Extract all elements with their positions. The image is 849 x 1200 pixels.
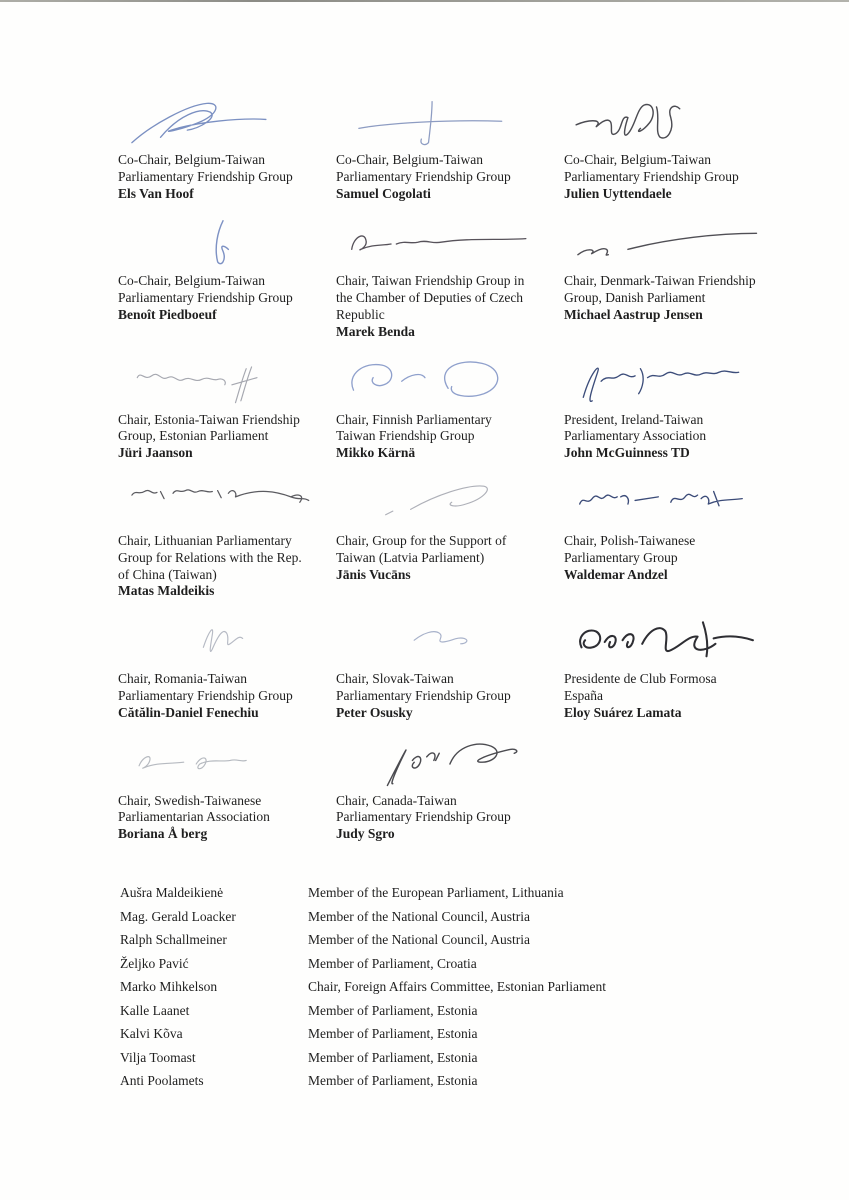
signer-title-line: Chair, Romania-Taiwan xyxy=(118,671,247,687)
member-name: Kalle Laanet xyxy=(120,1002,190,1018)
signer-title xyxy=(336,273,550,323)
signer-title-line: Presidente de Club Formosa xyxy=(564,671,717,687)
signature-j-nis-vuc-ns-icon xyxy=(336,479,550,529)
signature-boriana-berg-icon xyxy=(118,739,322,789)
signer-title-line: Parliamentary Friendship Group xyxy=(336,168,511,184)
signature-block-j-nis-vuc-ns xyxy=(336,479,564,600)
signer-title xyxy=(564,671,776,705)
signer-name: Waldemar Andzel xyxy=(564,566,668,582)
signer-title xyxy=(336,793,550,827)
signer-title-line: España xyxy=(564,687,603,703)
signature-beno-t-piedboeuf-icon xyxy=(118,219,322,269)
signature-block-samuel-cogolati xyxy=(336,98,564,202)
member-role: Member of the National Council, Austria xyxy=(308,908,530,924)
member-name: Ralph Schallmeiner xyxy=(120,932,227,947)
signer-title-line: Group, Estonian Parliament xyxy=(118,428,269,444)
signer-name: Michael Aastrup Jensen xyxy=(564,306,703,322)
signer-title xyxy=(564,152,776,186)
signer-title-line: Chair, Polish-Taiwanese xyxy=(564,532,696,548)
signer-name: Cătălin-Daniel Fenechiu xyxy=(118,704,259,720)
signer-title-line: Parliamentary Friendship Group xyxy=(118,687,293,703)
signer-title xyxy=(336,671,550,705)
signer-title-line: Co-Chair, Belgium-Taiwan xyxy=(118,152,265,167)
signer-title-line: Chair, Canada-Taiwan xyxy=(336,792,457,808)
signer-name: Marek Benda xyxy=(336,323,415,339)
signer-title-line: Chair, Slovak-Taiwan xyxy=(336,671,454,687)
signer-title xyxy=(118,671,322,705)
signer-name: Eloy Suárez Lamata xyxy=(564,704,682,720)
signature-peter-osusky-icon xyxy=(336,617,550,667)
signer-name: Judy Sgro xyxy=(336,826,395,842)
signer-name: Peter Osusky xyxy=(336,704,413,720)
signature-block-michael-aastrup-jensen xyxy=(564,219,790,340)
signer-title-line: the Chamber of Deputies of Czech xyxy=(336,290,524,306)
signer-name: John McGuinness TD xyxy=(564,445,690,461)
signer-name: Benoît Piedboeuf xyxy=(118,306,217,322)
signer-title xyxy=(564,533,776,567)
signature-waldemar-andzel-icon xyxy=(564,479,776,529)
signer-title xyxy=(564,412,776,446)
signer-title-line: Parliamentary Association xyxy=(564,428,707,444)
signature-grid xyxy=(118,98,798,843)
signature-judy-sgro-icon xyxy=(336,739,550,789)
signer-title-line: Parliamentary Friendship Group xyxy=(336,809,511,825)
member-role: Member of Parliament, Estonia xyxy=(308,1026,478,1041)
signature-samuel-cogolati-icon xyxy=(336,98,550,148)
signer-title-line: President, Ireland-Taiwan xyxy=(564,411,704,427)
signer-title xyxy=(118,533,322,583)
signer-name: Jānis Vucāns xyxy=(336,566,411,582)
signer-title-line: of China (Taiwan) xyxy=(118,566,217,582)
signer-title xyxy=(118,412,322,446)
member-role: Member of Parliament, Croatia xyxy=(308,955,477,971)
signer-title-line: Group, Danish Parliament xyxy=(564,290,706,306)
signer-title xyxy=(336,533,550,567)
signer-title xyxy=(564,273,776,307)
signature-block-john-mcguinness-td xyxy=(564,358,790,462)
signature-block-eloy-su-rez-lamata xyxy=(564,617,790,721)
signer-title-line: Parliamentary Friendship Group xyxy=(118,290,293,306)
member-name: Kalvi Kõva xyxy=(120,1026,183,1041)
signature-block-peter-osusky xyxy=(336,617,564,721)
signature-block-beno-t-piedboeuf xyxy=(118,219,336,340)
signer-title-line: Chair, Taiwan Friendship Group in xyxy=(336,273,525,289)
signature-michael-aastrup-jensen-icon xyxy=(564,219,776,269)
member-role: Member of the European Parliament, Lithuania xyxy=(308,885,564,900)
signature-block-matas-maldeikis xyxy=(118,479,336,600)
signer-title-line: Parliamentary Friendship Group xyxy=(336,687,511,703)
signature-eloy-su-rez-lamata-icon xyxy=(564,617,776,667)
signer-title-line: Chair, Denmark-Taiwan Friendship xyxy=(564,273,756,289)
signer-title xyxy=(118,273,322,307)
signature-block-els-van-hoof xyxy=(118,98,336,202)
signer-title-line: Co-Chair, Belgium-Taiwan xyxy=(336,152,483,167)
signer-name: Boriana Å berg xyxy=(118,826,208,842)
signature-block-judy-sgro xyxy=(336,739,564,843)
scan-edge-line xyxy=(0,0,849,2)
member-name: Željko Pavić xyxy=(120,955,189,971)
member-role: Member of Parliament, Estonia xyxy=(308,1073,478,1088)
member-role: Member of Parliament, Estonia xyxy=(308,1049,478,1065)
signer-name: Matas Maldeikis xyxy=(118,583,215,599)
members-list xyxy=(120,884,740,1089)
signature-mikko-k-rn-icon xyxy=(336,358,550,408)
signer-title-line: Chair, Finnish Parliamentary xyxy=(336,411,492,427)
signature-els-van-hoof-icon xyxy=(118,98,322,148)
member-name: Vilja Toomast xyxy=(120,1049,196,1065)
member-role: Chair, Foreign Affairs Committee, Estonian Parliament xyxy=(308,979,607,994)
signer-title-line: Republic xyxy=(336,306,385,322)
signer-title-line: Parliamentarian Association xyxy=(118,809,270,825)
signer-title-line: Chair, Lithuanian Parliamentary xyxy=(118,532,292,548)
signer-title xyxy=(118,793,322,827)
signer-title-line: Taiwan Friendship Group xyxy=(336,428,475,444)
signature-marek-benda-icon xyxy=(336,219,550,269)
member-role: Member of Parliament, Estonia xyxy=(308,1002,478,1018)
signature-block-c-t-lin-daniel-fenechiu xyxy=(118,617,336,721)
signer-name: Julien Uyttendaele xyxy=(564,185,672,201)
signer-title-line: Co-Chair, Belgium-Taiwan xyxy=(564,152,711,167)
signer-title-line: Chair, Estonia-Taiwan Friendship xyxy=(118,411,300,427)
signer-name: Jüri Jaanson xyxy=(118,445,193,461)
signer-title-line: Parliamentary Group xyxy=(564,549,678,565)
member-role: Member of the National Council, Austria xyxy=(308,932,530,947)
signer-title-line: Taiwan (Latvia Parliament) xyxy=(336,549,485,565)
signature-matas-maldeikis-icon xyxy=(118,479,322,529)
signer-title xyxy=(118,152,322,186)
signature-block-mikko-k-rn xyxy=(336,358,564,462)
signer-title-line: Parliamentary Friendship Group xyxy=(564,168,739,184)
signature-julien-uyttendaele-icon xyxy=(564,98,776,148)
signature-block-waldemar-andzel xyxy=(564,479,790,600)
signer-title-line: Chair, Swedish-Taiwanese xyxy=(118,792,262,808)
member-name: Aušra Maldeikienė xyxy=(120,885,224,900)
signer-title-line: Chair, Group for the Support of xyxy=(336,532,507,548)
signer-title xyxy=(336,412,550,446)
signature-block-julien-uyttendaele xyxy=(564,98,790,202)
signer-name: Els Van Hoof xyxy=(118,185,194,201)
signature-c-t-lin-daniel-fenechiu-icon xyxy=(118,617,322,667)
member-name: Mag. Gerald Loacker xyxy=(120,908,236,924)
signer-name: Mikko Kärnä xyxy=(336,445,416,461)
signer-title-line: Co-Chair, Belgium-Taiwan xyxy=(118,273,265,289)
signature-block-boriana-berg xyxy=(118,739,336,843)
signer-title xyxy=(336,152,550,186)
signer-name: Samuel Cogolati xyxy=(336,185,431,201)
signer-title-line: Parliamentary Friendship Group xyxy=(118,168,293,184)
signature-j-ri-jaanson-icon xyxy=(118,358,322,408)
signature-block-j-ri-jaanson xyxy=(118,358,336,462)
signer-title-line: Group for Relations with the Rep. xyxy=(118,549,302,565)
member-name: Anti Poolamets xyxy=(120,1073,204,1088)
member-name: Marko Mihkelson xyxy=(120,979,218,994)
signature-john-mcguinness-td-icon xyxy=(564,358,776,408)
signature-block-marek-benda xyxy=(336,219,564,340)
